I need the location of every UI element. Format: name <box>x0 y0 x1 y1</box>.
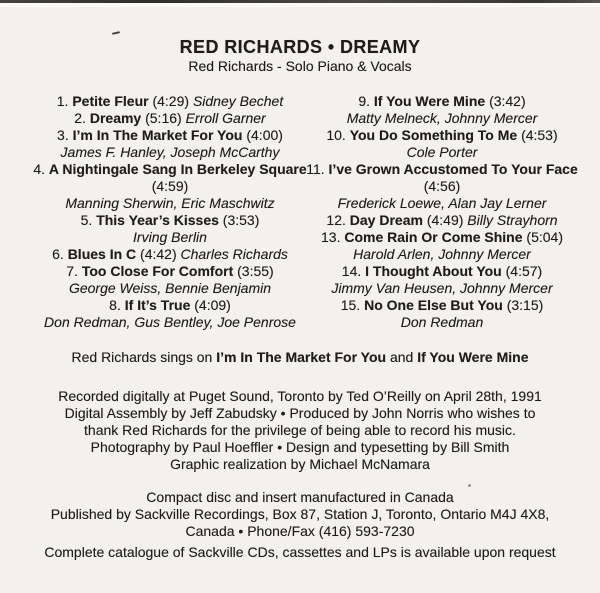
scan-speck <box>112 31 120 35</box>
track-time: (4:53) <box>521 127 558 143</box>
vocals-note-song1: I’m In The Market For You <box>216 349 387 365</box>
catalogue-note: Complete catalogue of Sackville CDs, cassettes and LPs is available upon request <box>44 544 556 560</box>
track-title: Come Rain Or Come Shine <box>344 229 523 245</box>
track-number: 3. <box>57 127 69 143</box>
track-title: Petite Fleur <box>72 93 149 109</box>
track-time: (4:42) <box>140 246 177 262</box>
track-number: 14. <box>341 263 362 279</box>
track-line <box>32 161 308 195</box>
track-composer: Irving Berlin <box>133 229 207 245</box>
scan-edge-highlight <box>0 3 600 7</box>
track-composer: Don Redman, Gus Bentley, Joe Penrose <box>44 314 296 330</box>
track-number: 9. <box>358 93 371 109</box>
track-line <box>32 127 308 144</box>
track-number: 10. <box>326 127 346 143</box>
track-title: Too Close For Comfort <box>81 263 234 279</box>
track-line <box>304 263 580 280</box>
track-line <box>32 212 308 229</box>
publisher-line: Canada • Phone/Fax (416) 593-7230 <box>185 523 415 539</box>
track-item <box>304 212 580 229</box>
track-line <box>32 263 308 280</box>
track-title: A Nightingale Sang In Berkeley Square <box>48 161 307 177</box>
track-time: (5:16) <box>145 110 182 126</box>
track-item <box>304 229 580 263</box>
track-composer: Manning Sherwin, Eric Maschwitz <box>65 195 275 211</box>
track-title: If You Were Mine <box>373 93 486 109</box>
track-number: 15. <box>340 297 361 313</box>
track-number: 7. <box>66 263 78 279</box>
credits-line: Graphic realization by Michael McNamara <box>170 456 430 472</box>
track-composer: Frederick Loewe, Alan Jay Lerner <box>337 195 547 211</box>
scan-speck <box>468 484 471 487</box>
track-time: (4:49) <box>426 212 464 228</box>
track-number: 11. <box>306 161 325 177</box>
publisher-line: Compact disc and insert manufactured in Canada <box>146 489 454 505</box>
track-composer: James F. Hanley, Joseph McCarthy <box>60 144 280 160</box>
track-composer: Cole Porter <box>406 144 478 160</box>
track-line <box>304 93 580 110</box>
track-number: 8. <box>109 297 121 313</box>
track-composer: Jimmy Van Heusen, Johnny Mercer <box>331 280 553 296</box>
track-item <box>32 263 308 297</box>
track-item <box>32 212 308 246</box>
track-time: (3:55) <box>237 263 274 279</box>
track-composer: Sidney Bechet <box>192 93 284 109</box>
track-title: No One Else But You <box>364 297 503 313</box>
track-composer: George Weiss, Bennie Benjamin <box>68 280 272 296</box>
track-number: 2. <box>74 110 86 126</box>
track-title: I Thought About You <box>365 263 502 279</box>
track-item <box>304 263 580 297</box>
credits-line: Recorded digitally at Puget Sound, Toronto by Ted O’Reilly on April 28th, 1991 <box>58 388 542 404</box>
credits-line: Digital Assembly by Jeff Zabudsky • Produced by John Norris who wishes to <box>64 405 536 421</box>
track-time: (3:53) <box>222 212 260 228</box>
track-title: Day Dream <box>349 212 423 228</box>
publisher-block <box>0 489 600 540</box>
tracklist-left-column <box>32 93 308 331</box>
track-number: 5. <box>80 212 93 228</box>
track-title: Dreamy <box>89 110 142 126</box>
track-composer: Erroll Garner <box>185 110 266 126</box>
track-item <box>32 93 308 110</box>
track-number: 4. <box>33 161 45 177</box>
track-time: (4:09) <box>194 297 231 313</box>
publisher-line: Published by Sackville Recordings, Box 87, Station J, Toronto, Ontario M4J 4X8, <box>50 506 550 522</box>
track-title: If It’s True <box>124 297 191 313</box>
credits-line: Photography by Paul Hoeffler • Design and typesetting by Bill Smith <box>90 439 510 455</box>
vocals-note-prefix: Red Richards sings on <box>71 349 217 365</box>
track-line <box>304 212 580 229</box>
track-item <box>32 127 308 161</box>
track-composer: Billy Strayhorn <box>467 212 558 228</box>
track-composer: Matty Melneck, Johnny Mercer <box>346 110 538 126</box>
track-time: (3:42) <box>489 93 526 109</box>
track-line <box>304 297 580 314</box>
track-time: (4:59) <box>151 178 189 194</box>
track-item <box>32 161 308 212</box>
track-line <box>304 161 580 195</box>
track-time: (4:56) <box>423 178 461 194</box>
track-number: 6. <box>52 246 64 262</box>
track-number: 13. <box>321 229 341 245</box>
track-composer: Charles Richards <box>180 246 288 262</box>
track-line <box>304 229 580 246</box>
track-item <box>304 93 580 127</box>
track-item <box>304 161 580 212</box>
album-title: RED RICHARDS • DREAMY <box>179 37 421 57</box>
vocals-note-conjunction: and <box>386 349 418 365</box>
track-line <box>304 127 580 144</box>
track-title: I’ve Grown Accustomed To Your Face <box>328 161 578 177</box>
track-title: This Year’s Kisses <box>96 212 219 228</box>
album-subtitle: Red Richards - Solo Piano & Vocals <box>188 58 412 74</box>
track-title: Blues In C <box>67 246 137 262</box>
track-time: (4:57) <box>505 263 543 279</box>
track-time: (4:29) <box>152 93 190 109</box>
tracklist-right-column <box>304 93 580 331</box>
track-title: I’m In The Market For You <box>72 127 243 143</box>
track-item <box>304 127 580 161</box>
credits-line: thank Red Richards for the privilege of being able to record his music. <box>84 422 516 438</box>
track-item <box>304 297 580 331</box>
track-line <box>32 297 308 314</box>
track-item <box>32 246 308 263</box>
track-time: (3:15) <box>506 297 544 313</box>
track-number: 1. <box>56 93 69 109</box>
recording-credits-block <box>0 388 600 473</box>
track-title: You Do Something To Me <box>349 127 518 143</box>
vocals-note <box>0 349 600 366</box>
track-composer: Harold Arlen, Johnny Mercer <box>353 246 531 262</box>
track-line <box>32 246 308 263</box>
track-line <box>32 110 308 127</box>
track-number: 12. <box>326 212 346 228</box>
track-line <box>32 93 308 110</box>
track-composer: Don Redman <box>400 314 484 330</box>
track-time: (5:04) <box>526 229 563 245</box>
track-item <box>32 110 308 127</box>
track-item <box>32 297 308 331</box>
track-time: (4:00) <box>246 127 283 143</box>
vocals-note-song2: If You Were Mine <box>417 349 529 365</box>
